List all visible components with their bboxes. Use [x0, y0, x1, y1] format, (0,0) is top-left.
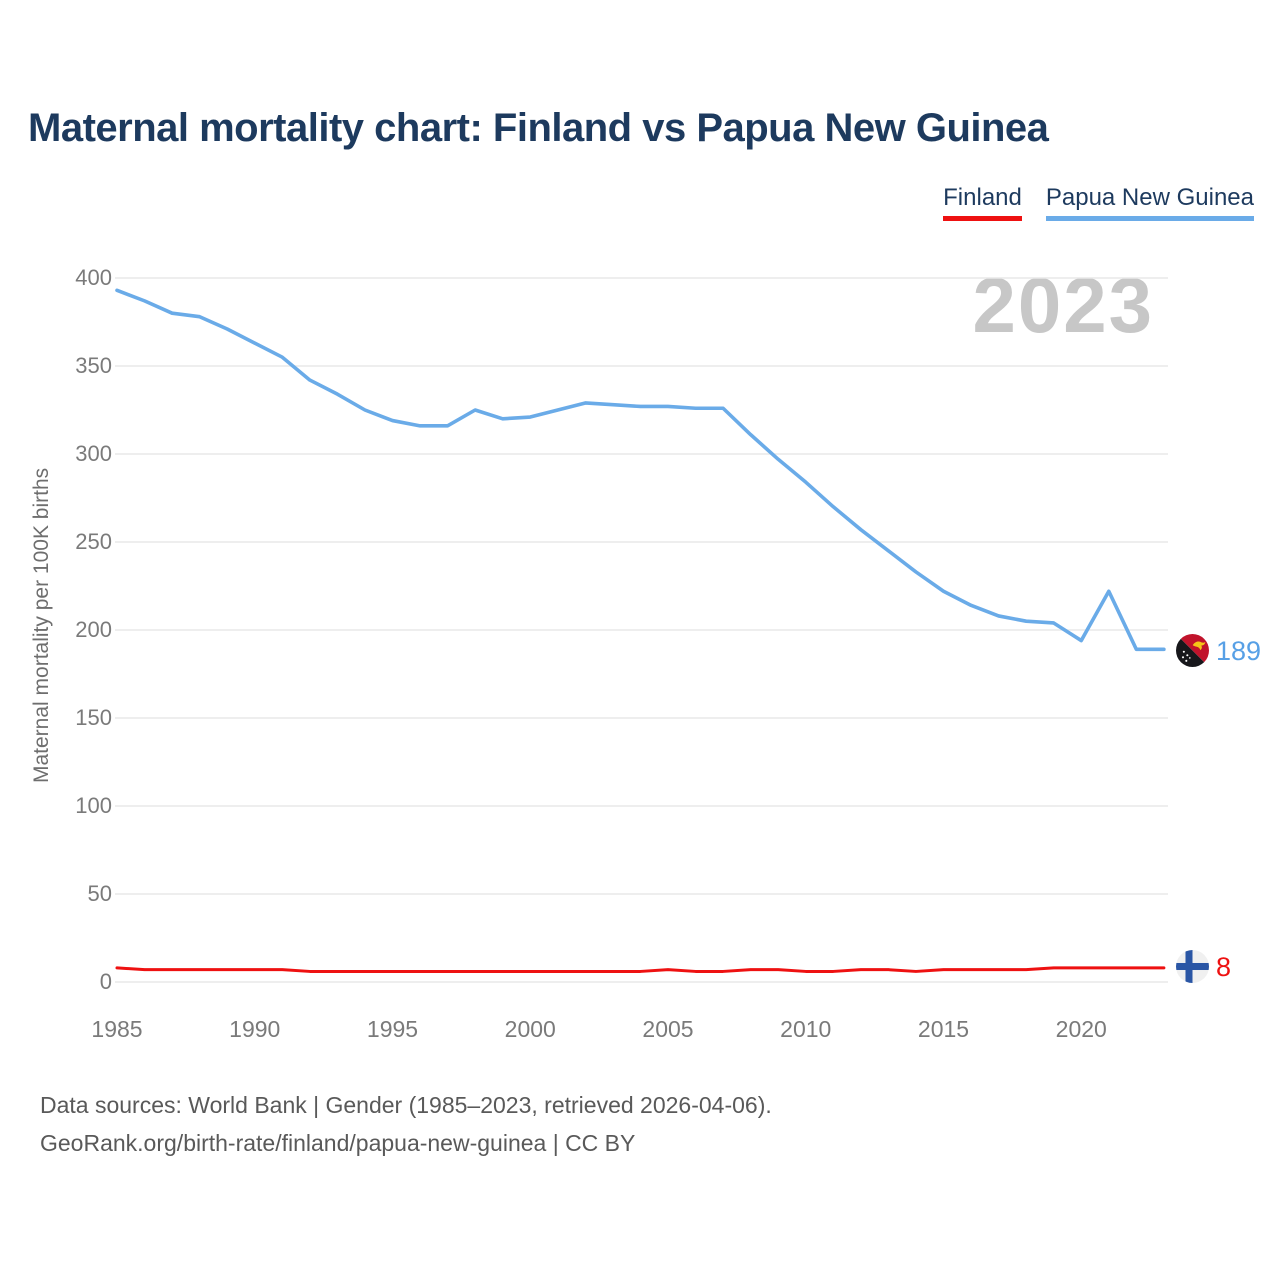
x-tick-label: 2005 — [642, 1016, 694, 1042]
papua-new-guinea-flag-icon — [1176, 634, 1209, 667]
y-tick-label: 150 — [75, 705, 112, 730]
series-line-finland — [117, 968, 1164, 972]
value-label-papua-new-guinea: 189 — [1216, 635, 1262, 666]
value-label-finland: 8 — [1216, 951, 1232, 982]
x-tick-label: 1990 — [229, 1016, 281, 1042]
series-end-label-papua-new-guinea — [1176, 634, 1261, 667]
chart-title: Maternal mortality chart: Finland vs Papua New Guinea — [28, 106, 1049, 150]
x-tick-label: 1985 — [91, 1016, 143, 1042]
legend-label-finland: Finland — [943, 184, 1022, 211]
x-tick-label: 2000 — [504, 1016, 556, 1042]
x-tick-label: 2010 — [780, 1016, 832, 1042]
legend-label-papua-new-guinea: Papua New Guinea — [1045, 184, 1254, 211]
y-tick-label: 100 — [75, 793, 112, 818]
x-tick-label: 1995 — [366, 1016, 419, 1042]
series-end-label-finland — [1176, 950, 1231, 983]
y-tick-label: 50 — [87, 881, 112, 906]
x-tick-label: 2015 — [917, 1016, 970, 1042]
x-tick-label: 2020 — [1055, 1016, 1107, 1042]
year-watermark: 2023 — [972, 261, 1154, 349]
y-tick-label: 400 — [75, 265, 112, 290]
y-tick-label: 200 — [75, 617, 112, 642]
footer — [40, 1086, 772, 1162]
series-line-papua-new-guinea — [117, 290, 1164, 649]
y-tick-label: 300 — [75, 441, 112, 466]
footer-url-line: GeoRank.org/birth-rate/finland/papua-new-guinea | CC BY — [40, 1130, 636, 1156]
y-tick-label: 250 — [75, 529, 112, 554]
y-tick-label: 0 — [99, 969, 112, 994]
y-tick-label: 350 — [75, 353, 112, 378]
footer-sources-line: Data sources: World Bank | Gender (1985–2023, retrieved 2026-04-06). — [40, 1092, 772, 1118]
y-axis-title: Maternal mortality per 100K births — [30, 467, 53, 783]
finland-flag-icon — [1176, 950, 1209, 983]
